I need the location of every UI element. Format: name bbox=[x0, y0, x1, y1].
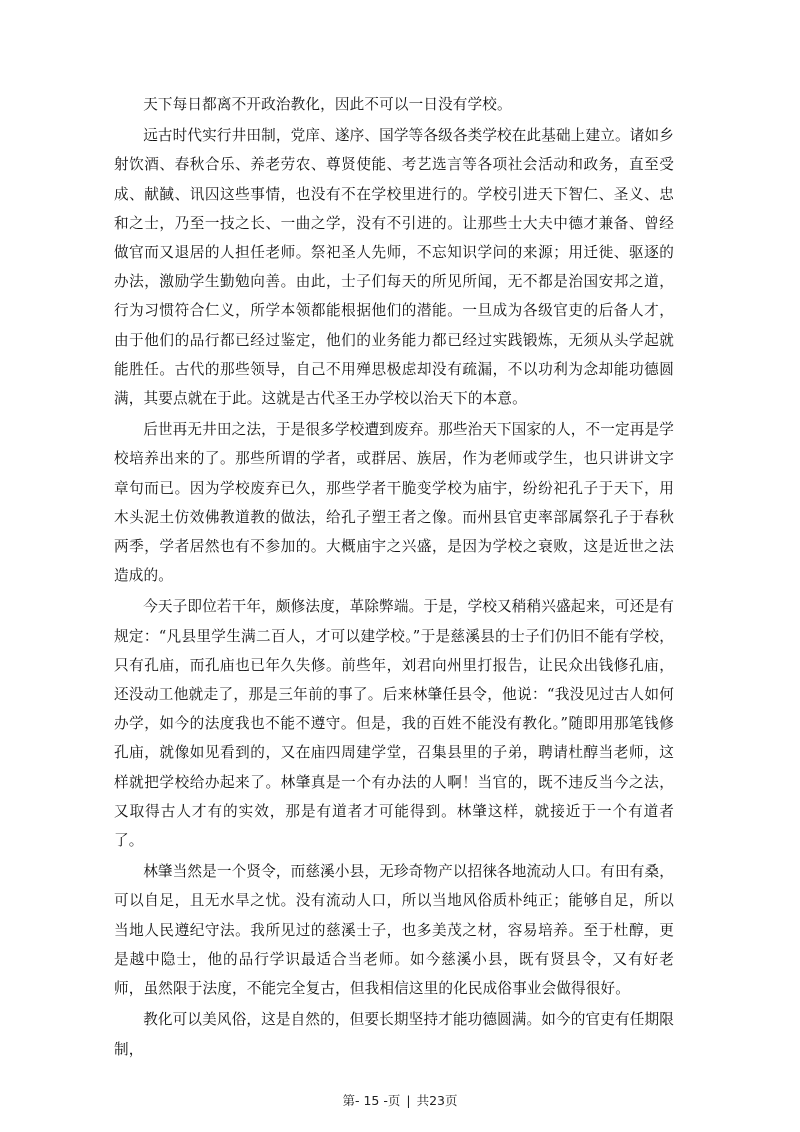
document-body bbox=[114, 90, 674, 1066]
total-pages: 共23页 bbox=[416, 1093, 458, 1108]
page-footer bbox=[0, 1091, 800, 1109]
paragraph-6: 教化可以美风俗，这是自然的，但要长期坚持才能功德圆满。如今的官吏有任期限制， bbox=[114, 1011, 674, 1058]
paragraph-4: 今天子即位若干年，颇修法度，革除弊端。于是，学校又稍稍兴盛起来，可还是有规定：“凡县里学生满二百人，才可以建学校。”于是慈溪县的士子们仍旧不能有学校，只有孔庙，而孔庙也已年久失修。前些年，刘君向州里打报告，让民众出钱修孔庙，还没动工他就走了，那是三年前的事了。后来林肇任县令，他说：“我没见过古人如何办学，如今的法度我也不能不遵守。但是，我的百姓不能没有教化。”随即用那笔钱修孔庙，就像如见看到的，又在庙四周建学堂，召集县里的子弟，聘请杜醇当老师，这样就把学校给办起来了。林肇真是一个有办法的人啊！当官的，既不违反当今之法，又取得古人才有的实效，那是有道者才可能得到。林肇这样，就接近于一个有道者了。 bbox=[114, 598, 674, 850]
page-number: 第- 15 -页 bbox=[342, 1093, 401, 1108]
footer-separator: | bbox=[406, 1093, 411, 1108]
paragraph-3: 后世再无井田之法，于是很多学校遭到废弃。那些治天下国家的人，不一定再是学校培养出来的了。那些所谓的学者，或群居、族居，作为老师或学生，也只讲讲文字章句而已。因为学校废弃已久，那些学者干脆变学校为庙宇，纷纷祀孔子于天下，用木头泥土仿效佛教道教的做法，给孔子塑王者之像。而州县官吏率部属祭孔子于春秋两季，学者居然也有不参加的。大概庙宇之兴盛，是因为学校之衰败，这是近世之法造成的。 bbox=[114, 421, 674, 585]
paragraph-5: 林肇当然是一个贤令，而慈溪小县，无珍奇物产以招徕各地流动人口。有田有桑，可以自足，且无水旱之忧。没有流动人口，所以当地风俗质朴纯正；能够自足，所以当地人民遵纪守法。我所见过的慈溪士子，也多美茂之材，容易培养。至于杜醇，更是越中隐士，他的品行学识最适合当老师。如今慈溪小县，既有贤县令，又有好老师，虽然限于法度，不能完全复古，但我相信这里的化民成俗事业会做得很好。 bbox=[114, 863, 674, 998]
paragraph-1: 天下每日都离不开政治教化，因此不可以一日没有学校。 bbox=[143, 96, 512, 113]
paragraph-2: 远古时代实行井田制，党庠、遂序、国学等各级各类学校在此基础上建立。诸如乡射饮酒、春秋合乐、养老劳农、尊贤使能、考艺选言等各项社会活动和政务，直至受成、献馘、讯囚这些事情，也没有不在学校里进行的。学校引进天下智仁、圣义、忠和之士，乃至一技之长、一曲之学，没有不引进的。让那些士大夫中德才兼备、曾经做官而又退居的人担任老师。祭祀圣人先师，不忘知识学问的来源；用迁徙、驱逐的办法，激励学生勤勉向善。由此，士子们每天的所见所闻，无不都是治国安邦之道，行为习惯符合仁义，所学本领都能根据他们的潜能。一旦成为各级官吏的后备人才，由于他们的品行都已经过鉴定，他们的业务能力都已经过实践锻炼，无须从头学起就能胜任。古代的那些领导，自己不用殚思极虑却没有疏漏，不以功利为念却能功德圆满，其要点就在于此。这就是古代圣王办学校以治天下的本意。 bbox=[114, 127, 674, 408]
